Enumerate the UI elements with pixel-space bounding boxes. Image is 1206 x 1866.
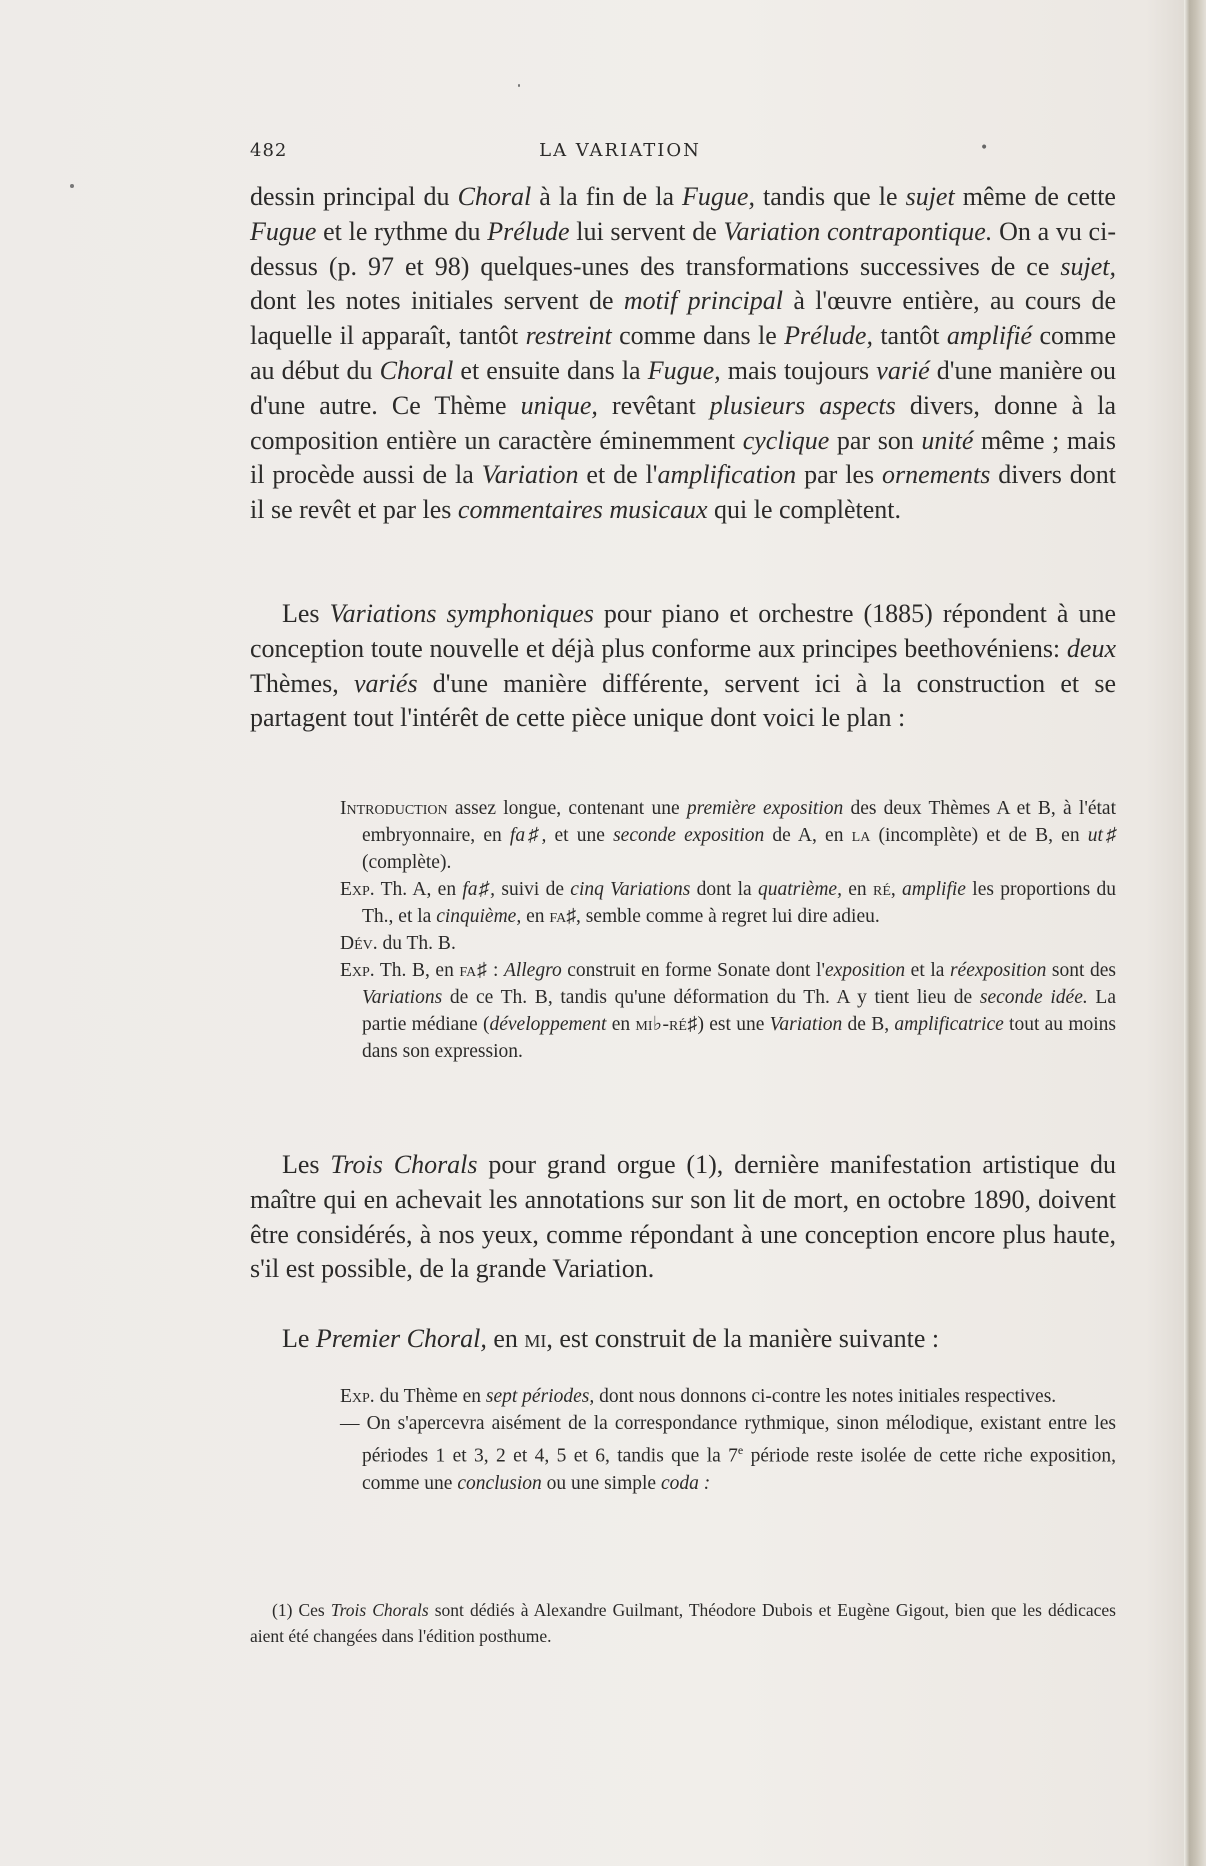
paragraph-1: dessin principal du Choral à la fin de la Fugue, tandis que le sujet même de cette Fugue et le rythme du Prélude lui servent de Variation contrapontique. On a vu ci-dessus (p. 97 et 98) quelques-unes des transformations successives de ce sujet, dont les notes initiales servent de motif principal à l'œuvre entière, au cours de laquelle il apparaît, tantôt restreint comme dans le Prélude, tantôt amplifié comme au début du Choral et ensuite dans la Fugue, mais toujours varié d'une manière ou d'une autre. Ce Thème unique, revêtant plusieurs aspects divers, donne à la composition entière un caractère éminemment cyclique par son unité même ; mais il procède aussi de la Variation et de l'amplification par les ornements divers dont il se revêt et par les commentaires musicaux qui le complètent.: [250, 182, 1117, 525]
page-number: 482: [250, 140, 288, 161]
running-title: LA VARIATION: [539, 140, 701, 161]
plan-item-observation: — On s'apercevra aisément de la correspondance rythmique, sinon mélodique, existant entre les périodes 1 et 3, 2 et 4, 5 et 6, tandis que la 7e période reste isolée de cette riche exposition, comme une conclusion ou une simple coda :: [340, 1413, 1116, 1494]
paragraph-2: Les Variations symphoniques pour piano et orchestre (1885) répondent à une conception toute nouvelle et déjà plus conforme aux principes beethovéniens: deux Thèmes, variés d'une manière différente, servent ici à la construction et se partagent tout l'intérêt de cette pièce unique dont voici le plan :: [250, 599, 1116, 733]
plan-item-exposition-theme: Exp. du Thème en sept périodes, dont nous donnons ci-contre les notes initiales respectives.: [340, 1386, 1057, 1407]
plan-item-exposition-b: Exp. Th. B, en fa♯ : Allegro construit en forme Sonate dont l'exposition et la réexposition sont des Variations de ce Th. B, tandis qu'une déformation du Th. A y tient lieu de seconde idée. La partie médiane (développement en mi♭-ré♯) est une Variation de B, amplificatrice tout au moins dans son expression.: [340, 960, 1117, 1062]
running-header: [250, 140, 990, 164]
header-mark: •: [980, 140, 990, 156]
plan-item-introduction: Introduction assez longue, contenant une première exposition des deux Thèmes A et B, à l'état embryonnaire, en fa♯, et une seconde exposition de A, en la (incomplète) et de B, en ut♯ (complète).: [340, 798, 1117, 873]
paragraph-3: Les Trois Chorals pour grand orgue (1), dernière manifestation artistique du maître qui en achevait les annotations sur son lit de mort, en octobre 1890, doivent être considérés, à nos yeux, comme répondant à une conception encore plus haute, s'il est possible, de la grande Variation.: [250, 1150, 1116, 1284]
plan-list-1: [340, 795, 1116, 1065]
plan-item-developpement: Dév. du Th. B.: [340, 933, 456, 954]
speck: [518, 84, 520, 87]
plan-list-2: [340, 1383, 1116, 1497]
footnote: (1) Ces Trois Chorals sont dédiés à Alexandre Guilmant, Théodore Dubois et Eugène Gigout, bien que les dédicaces aient été changées dans l'édition posthume.: [250, 1600, 1116, 1646]
paragraph-4: Le Premier Choral, en mi, est construit de la manière suivante :: [282, 1324, 940, 1353]
plan-item-exposition-a: Exp. Th. A, en fa♯, suivi de cinq Variations dont la quatrième, en ré, amplifie les proportions du Th., et la cinquième, en fa♯, semble comme à regret lui dire adieu.: [340, 879, 1116, 927]
speck: [70, 184, 74, 188]
page-edge: [1184, 0, 1206, 1866]
